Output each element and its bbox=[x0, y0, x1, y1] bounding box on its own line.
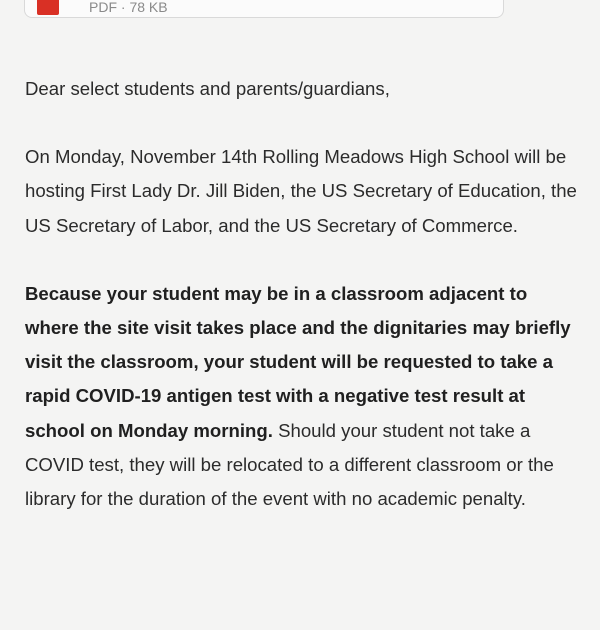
email-paragraph-2-normal: Should your student not take a COVID test, they will be relocated to a different classroom or the library for the duration of the event with no academic penalty. bbox=[25, 419, 554, 510]
email-paragraph-1: On Monday, November 14th Rolling Meadows High School will be hosting First Lady Dr. Jill Biden, the US Secretary of Education, the US Secretary of Labor, and the US Secretary of Commerce. bbox=[25, 146, 577, 236]
email-body bbox=[25, 72, 577, 550]
attachment-card[interactable] bbox=[24, 0, 504, 18]
email-greeting: Dear select students and parents/guardians, bbox=[25, 78, 390, 99]
email-paragraph-2 bbox=[25, 277, 577, 516]
attachment-meta: PDF · 78 KB bbox=[89, 0, 168, 15]
pdf-icon bbox=[37, 0, 59, 15]
email-paragraph-2-bold: Because your student may be in a classroom adjacent to where the site visit takes place and the dignitaries may briefly visit the classroom, your student will be requested to take a rapid COVID-19 antigen test with a negative test result at school on Monday morning. bbox=[25, 282, 571, 441]
